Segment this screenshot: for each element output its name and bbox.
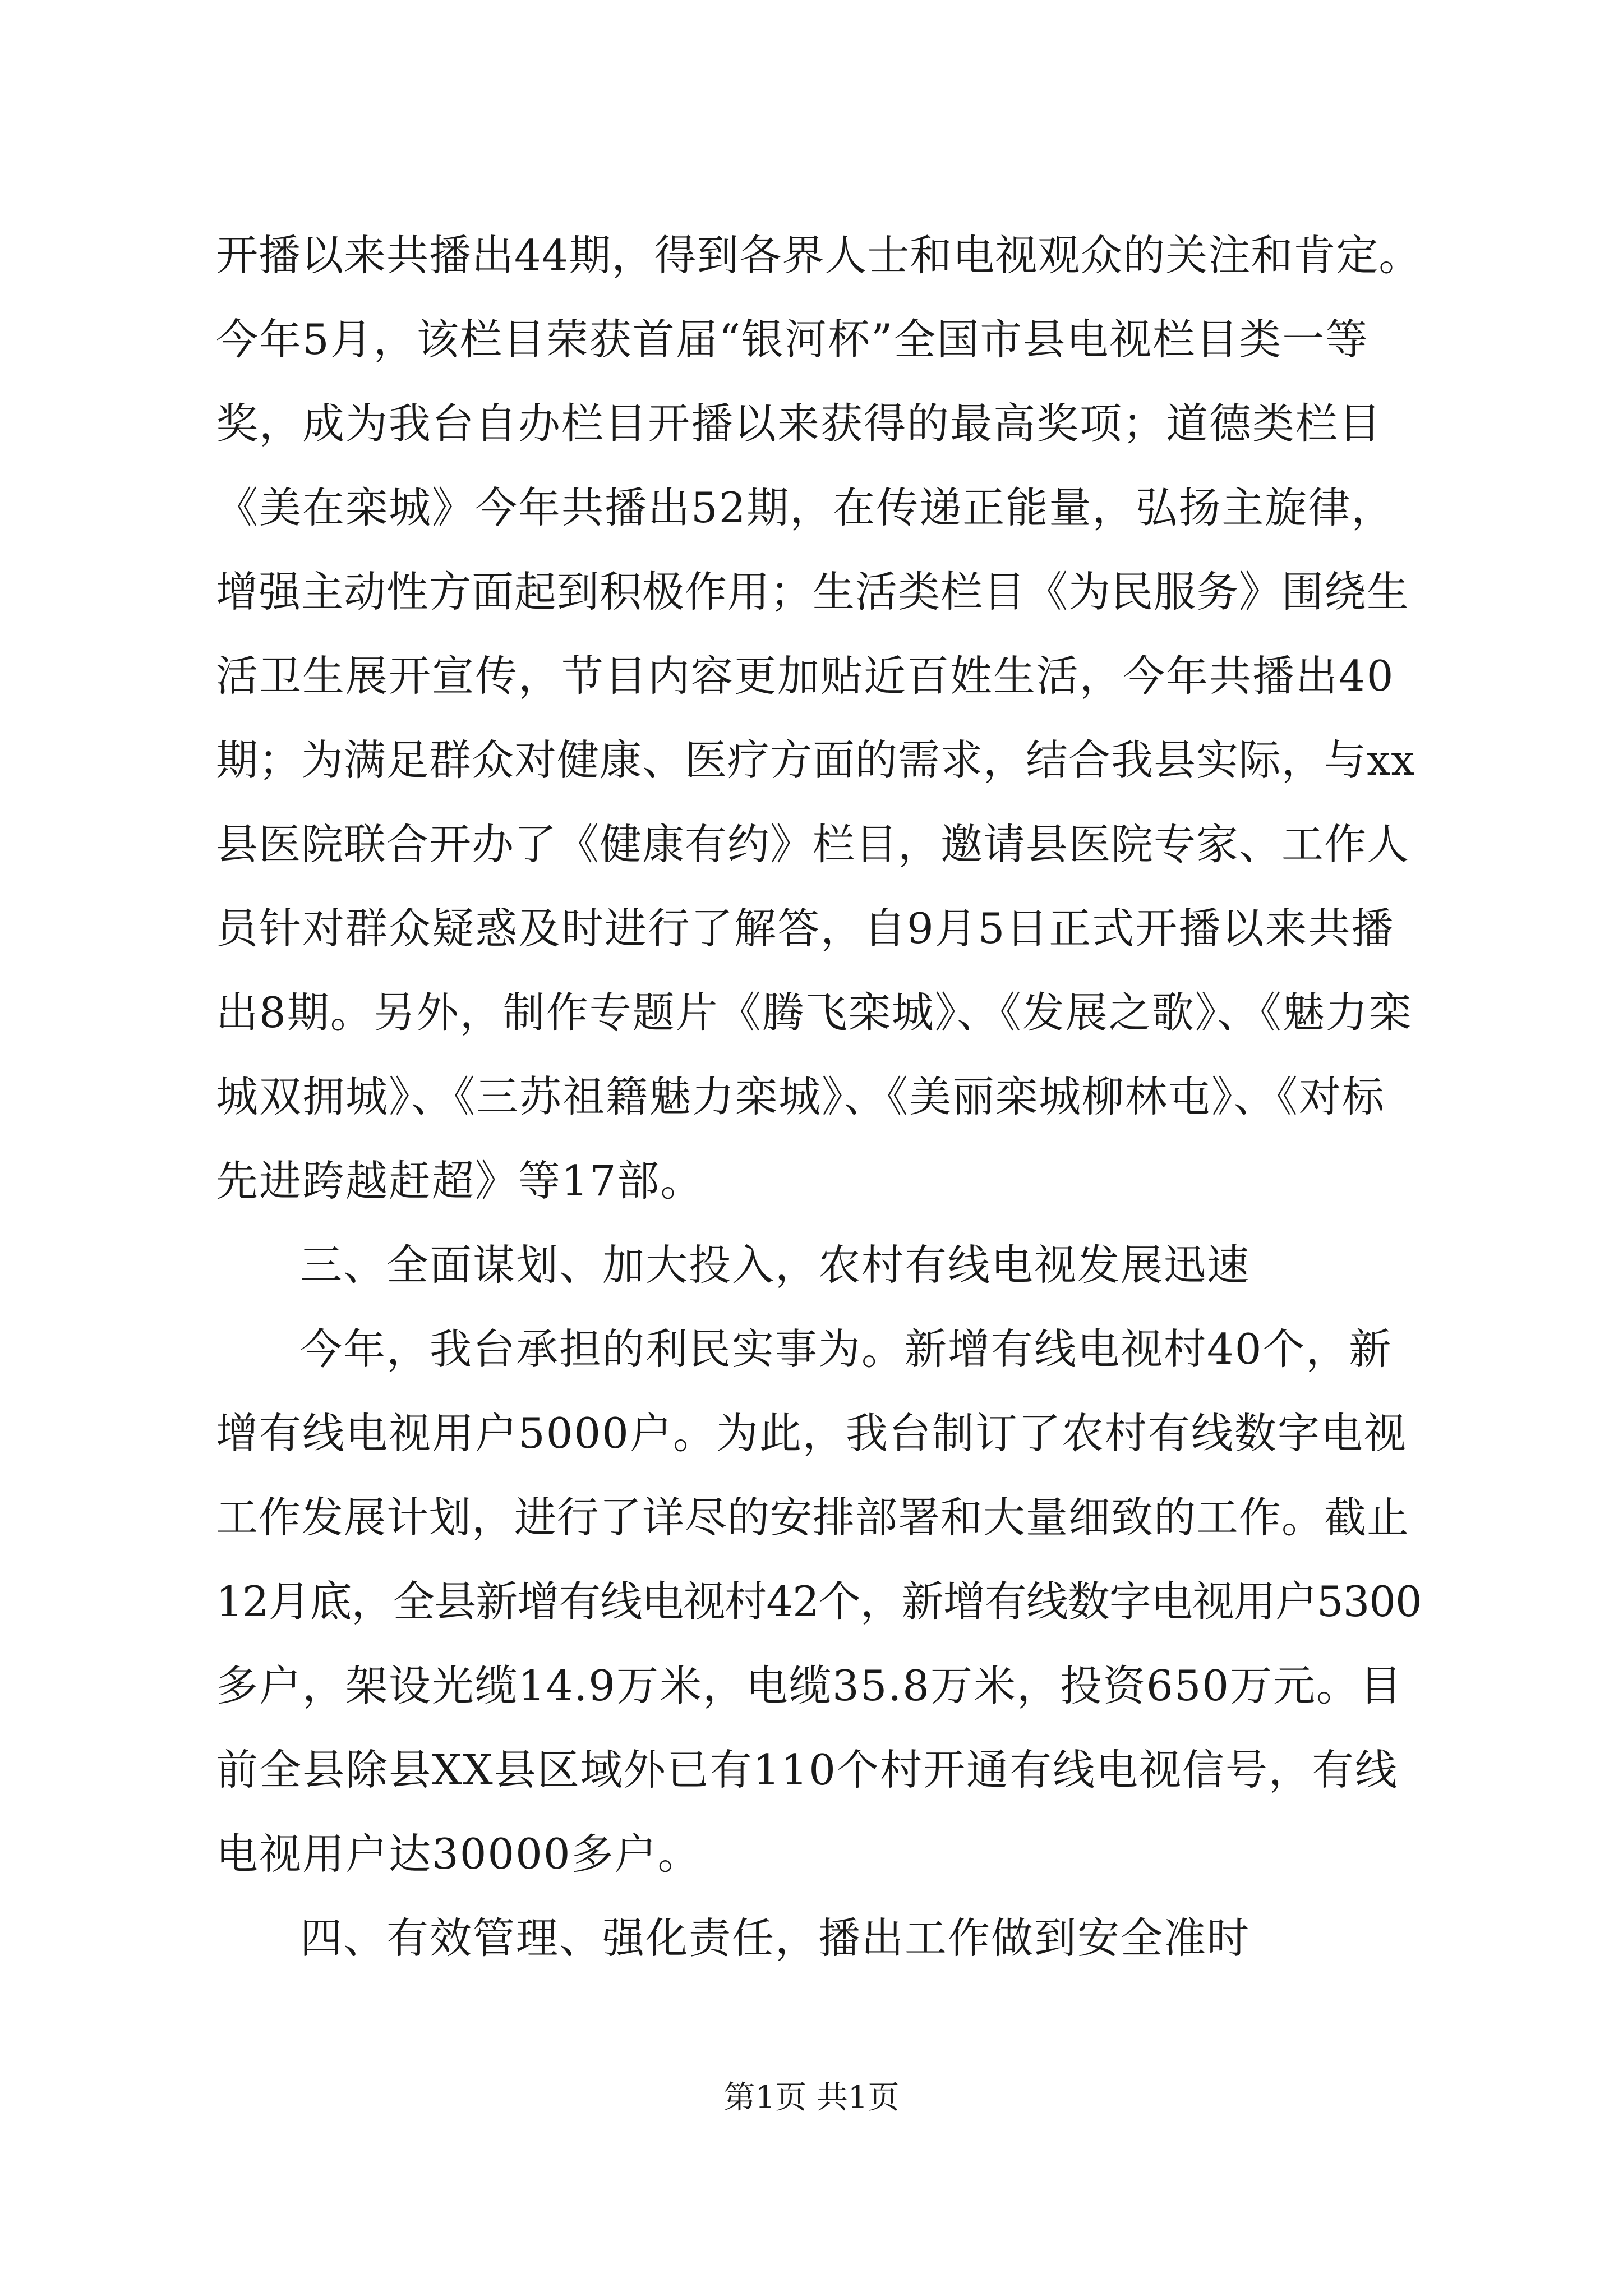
text-line: 今年，我台承担的利民实事为。新增有线电视村40个，新 bbox=[300, 1324, 1393, 1374]
text-line: 出8期。另外，制作专题片《腾飞栾城》、《发展之歌》、《魅力栾 bbox=[216, 988, 1412, 1037]
text-line: 先进跨越赶超》等17部。 bbox=[216, 1156, 704, 1205]
text-line: 电视用户达30000多户。 bbox=[216, 1829, 701, 1879]
page-footer: 第1页 共1页 bbox=[723, 2079, 900, 2116]
text-line: 12月底，全县新增有线电视村42个，新增有线数字电视用户5300 bbox=[216, 1577, 1422, 1626]
text-line: 员针对群众疑惑及时进行了解答，自9月5日正式开播以来共播 bbox=[216, 904, 1395, 953]
text-line: 城双拥城》、《三苏祖籍魅力栾城》、《美丽栾城柳林屯》、《对标 bbox=[216, 1072, 1386, 1121]
text-line: 奖，成为我台自办栏目开播以来获得的最高奖项；道德类栏目 bbox=[216, 399, 1382, 448]
text-line: 县医院联合开办了《健康有约》栏目，邀请县医院专家、工作人 bbox=[216, 820, 1410, 869]
text-line: 《美在栾城》今年共播出52期，在传递正能量，弘扬主旋律， bbox=[216, 483, 1395, 532]
text-line: 工作发展计划，进行了详尽的安排部署和大量细致的工作。截止 bbox=[216, 1493, 1410, 1542]
text-line: 期；为满足群众对健康、医疗方面的需求，结合我县实际，与xx bbox=[216, 735, 1415, 785]
text-line: 三、全面谋划、加大投入，农村有线电视发展迅速 bbox=[300, 1240, 1251, 1290]
text-line: 增强主动性方面起到积极作用；生活类栏目《为民服务》围绕生 bbox=[216, 567, 1410, 616]
text-line: 今年5月，该栏目荣获首届“银河杯”全国市县电视栏目类一等 bbox=[216, 315, 1369, 364]
text-line: 四、有效管理、强化责任，播出工作做到安全准时 bbox=[300, 1913, 1251, 1963]
text-line: 开播以来共播出44期，得到各界人士和电视观众的关注和肯定。 bbox=[216, 231, 1422, 280]
text-line: 前全县除县XX县区域外已有110个村开通有线电视信号，有线 bbox=[216, 1745, 1398, 1795]
text-line: 多户，架设光缆14.9万米，电缆35.8万米，投资650万元。目 bbox=[216, 1661, 1403, 1710]
document-body bbox=[216, 213, 1422, 1980]
text-line: 增有线电视用户5000户。为此，我台制订了农村有线数字电视 bbox=[216, 1409, 1407, 1458]
text-line: 活卫生展开宣传，节目内容更加贴近百姓生活，今年共播出40 bbox=[216, 651, 1395, 701]
